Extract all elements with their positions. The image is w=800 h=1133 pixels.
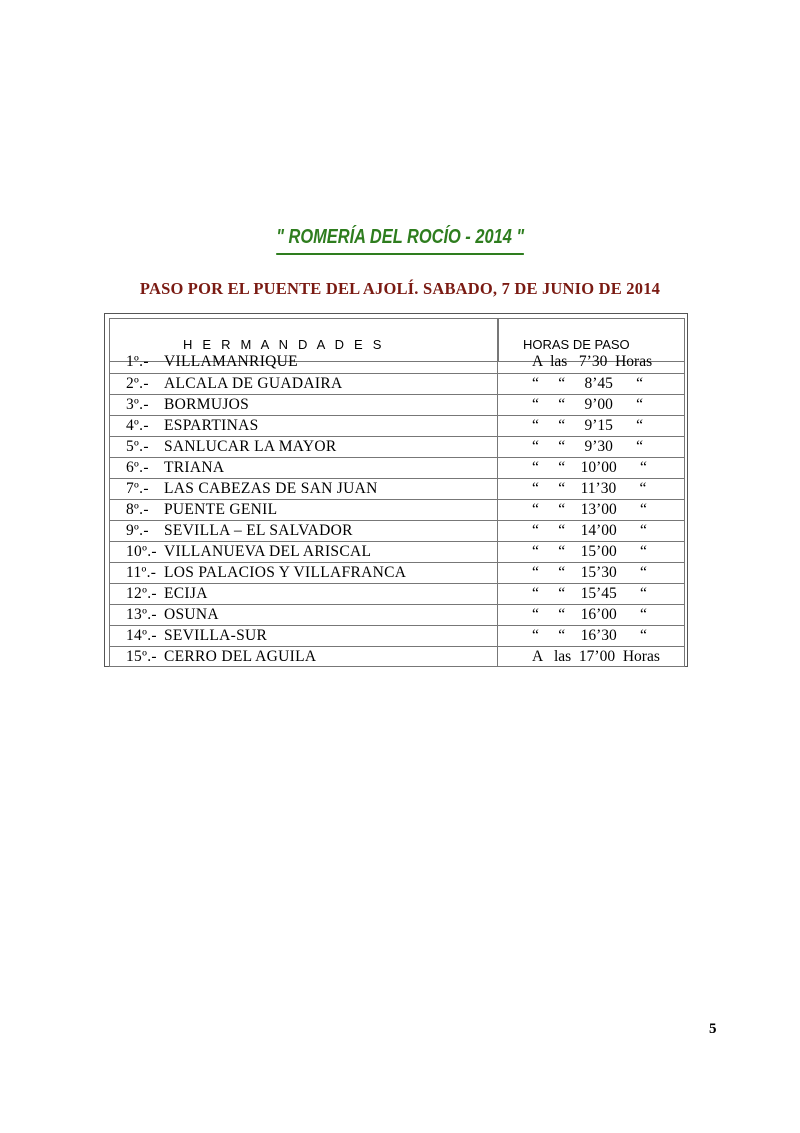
hermandad-name: VILLAMANRIQUE — [164, 353, 298, 370]
table-row — [109, 478, 685, 499]
table-row — [109, 541, 685, 562]
table-row — [109, 625, 685, 646]
hermandad-cell — [109, 437, 498, 457]
table-row — [109, 583, 685, 604]
hora-cell: A las 17’00 Horas — [498, 647, 685, 666]
hora-cell: “ “ 15’30 “ — [498, 563, 685, 583]
hora-cell: “ “ 8’45 “ — [498, 374, 685, 394]
hora-cell: “ “ 9’30 “ — [498, 437, 685, 457]
table-row — [109, 394, 685, 415]
table-row — [109, 352, 685, 373]
hora-cell: “ “ 15’00 “ — [498, 542, 685, 562]
hora-cell: “ “ 16’30 “ — [498, 626, 685, 646]
row-number: 15º.- — [126, 648, 157, 665]
row-number: 9º.- — [126, 522, 149, 539]
hora-cell: “ “ 14’00 “ — [498, 521, 685, 541]
hermandad-name: TRIANA — [164, 459, 225, 476]
row-number: 2º.- — [126, 375, 149, 392]
hora-cell: “ “ 11’30 “ — [498, 479, 685, 499]
hermandad-cell — [109, 458, 498, 478]
row-number: 6º.- — [126, 459, 149, 476]
hermandad-name: SEVILLA – EL SALVADOR — [164, 522, 353, 539]
schedule-table — [104, 313, 688, 667]
hermandad-cell — [109, 647, 498, 666]
row-number: 5º.- — [126, 438, 149, 455]
hora-cell: A las 7’30 Horas — [498, 352, 685, 373]
table-row — [109, 604, 685, 625]
table-row — [109, 499, 685, 520]
header-hermandades-label: H E R M A N D A D E S — [183, 337, 385, 352]
row-number: 8º.- — [126, 501, 149, 518]
hermandad-name: ECIJA — [164, 585, 208, 602]
hermandad-name: LAS CABEZAS DE SAN JUAN — [164, 480, 378, 497]
table-row — [109, 562, 685, 583]
hermandad-name: PUENTE GENIL — [164, 501, 278, 518]
hermandad-cell — [109, 521, 498, 541]
hermandad-cell — [109, 584, 498, 604]
hermandad-cell — [109, 395, 498, 415]
table-row — [109, 436, 685, 457]
hermandad-cell — [109, 416, 498, 436]
table-row — [109, 415, 685, 436]
row-number: 4º.- — [126, 417, 149, 434]
table-body — [109, 352, 685, 667]
hermandad-cell — [109, 626, 498, 646]
row-number: 13º.- — [126, 606, 157, 623]
table-row — [109, 520, 685, 541]
hermandad-name: SANLUCAR LA MAYOR — [164, 438, 337, 455]
title-text: " ROMERÍA DEL ROCÍO - 2014 " — [276, 226, 524, 255]
table-row — [109, 457, 685, 478]
row-number: 14º.- — [126, 627, 157, 644]
hermandad-name: LOS PALACIOS Y VILLAFRANCA — [164, 564, 407, 581]
hermandad-cell — [109, 605, 498, 625]
hermandad-cell — [109, 479, 498, 499]
hermandad-name: OSUNA — [164, 606, 219, 623]
hora-cell: “ “ 9’00 “ — [498, 395, 685, 415]
hermandad-name: BORMUJOS — [164, 396, 250, 413]
row-number: 12º.- — [126, 585, 157, 602]
hermandad-cell — [109, 500, 498, 520]
hora-cell: “ “ 16’00 “ — [498, 605, 685, 625]
hermandad-name: ESPARTINAS — [164, 417, 259, 434]
hora-cell: “ “ 9’15 “ — [498, 416, 685, 436]
hermandad-cell — [109, 374, 498, 394]
table-row — [109, 646, 685, 667]
hora-cell: “ “ 13’00 “ — [498, 500, 685, 520]
hora-cell: “ “ 15’45 “ — [498, 584, 685, 604]
subtitle: PASO POR EL PUENTE DEL AJOLÍ. SABADO, 7 DE JUNIO DE 2014 — [139, 279, 661, 298]
hora-cell: “ “ 10’00 “ — [498, 458, 685, 478]
hermandad-cell — [109, 542, 498, 562]
row-number: 10º.- — [126, 543, 157, 560]
header-horas-label: HORAS DE PASO — [523, 337, 630, 352]
hermandad-name: SEVILLA-SUR — [164, 627, 268, 644]
row-number: 7º.- — [126, 480, 149, 497]
page-number: 5 — [709, 1021, 717, 1037]
hermandad-name: VILLANUEVA DEL ARISCAL — [164, 543, 372, 560]
row-number: 1º.- — [126, 353, 149, 370]
page-title — [0, 226, 800, 255]
table-row — [109, 373, 685, 394]
row-number: 11º.- — [126, 564, 157, 581]
hermandad-name: ALCALA DE GUADAIRA — [164, 375, 343, 392]
row-number: 3º.- — [126, 396, 149, 413]
hermandad-cell — [109, 352, 498, 373]
hermandad-name: CERRO DEL AGUILA — [164, 648, 317, 665]
hermandad-cell — [109, 563, 498, 583]
